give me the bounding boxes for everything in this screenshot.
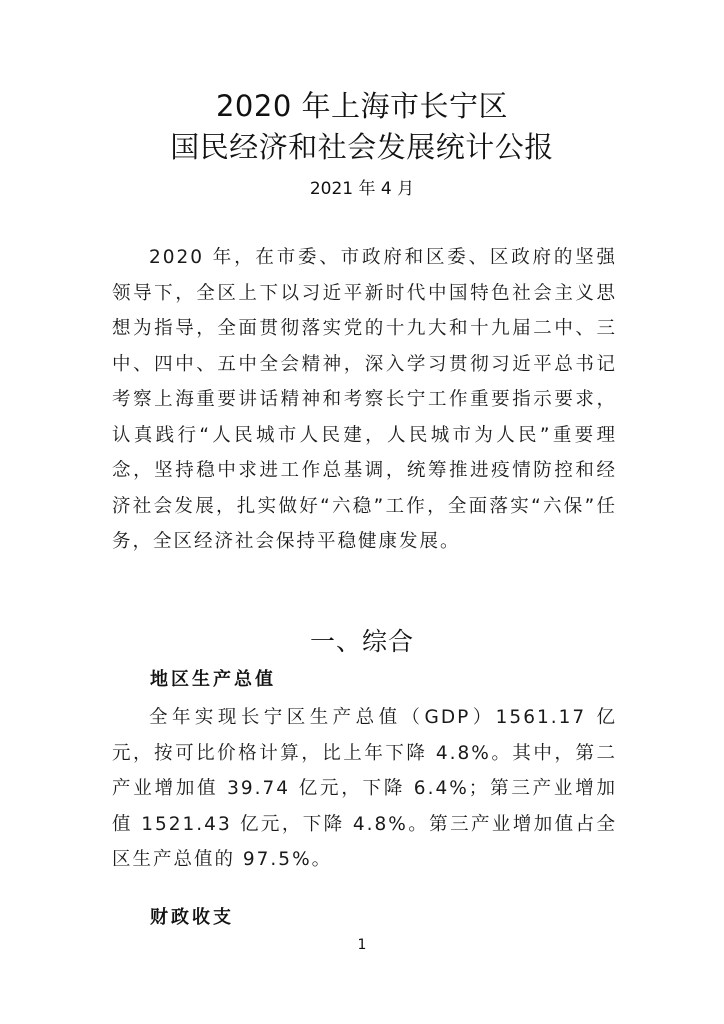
page-number: 1 xyxy=(357,937,367,953)
intro-paragraph: 2020 年，在市委、市政府和区委、区政府的坚强领导下，全区上下以习近平新时代中国特色社会主义思想为指导，全面贯彻落实党的十九大和十九届二中、三中、四中、五中全会精神，深入学习贯彻习近平总书记考察上海重要讲话精神和考察长宁工作重要指示要求，认真践行“人民城市人民建，人民城市为人民”重要理念，坚持稳中求进工作总基调，统筹推进疫情防控和经济社会发展，扎实做好“六稳”工作，全面落实“六保”任务，全区经济社会保持平稳健康发展。 xyxy=(112,247,617,552)
document-date: 2021 年 4 月 xyxy=(309,179,415,199)
document-title-line2: 国民经济和社会发展统计公报 xyxy=(170,130,554,164)
section-heading-overview: 一、综合 xyxy=(309,627,414,656)
subheading-gdp: 地区生产总值 xyxy=(150,669,276,690)
gdp-paragraph: 全年实现长宁区生产总值（GDP）1561.17 亿元，按可比价格计算，比上年下降 4.8%。其中，第二产业增加值 39.74 亿元，下降 6.4%；第三产业增加值 1521.43 亿元，下降 4.8%。第三产业增加值占全区生产总值的 97.5%。 xyxy=(112,707,617,870)
document-title-line1: 2020 年上海市长宁区 xyxy=(215,89,509,123)
subheading-finance: 财政收支 xyxy=(150,907,234,928)
